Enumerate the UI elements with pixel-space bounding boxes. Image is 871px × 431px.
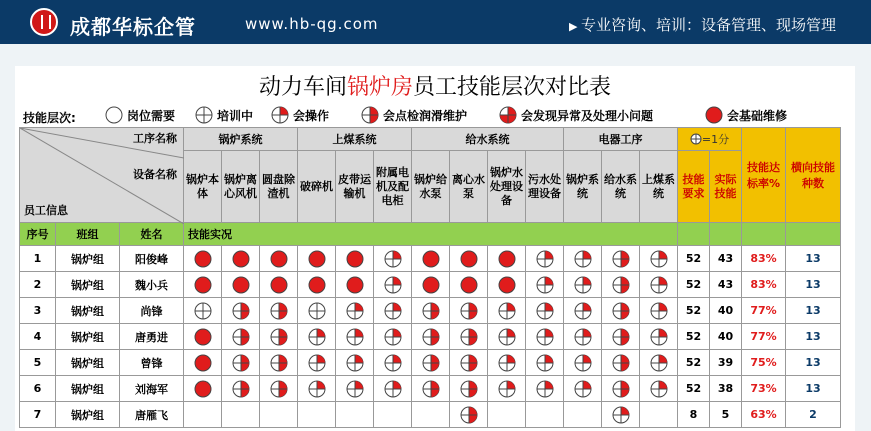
skill-level-2-icon xyxy=(498,302,516,320)
sheet-title xyxy=(15,70,855,101)
skill-legend xyxy=(23,106,843,128)
skill-cell xyxy=(374,246,412,272)
skill-cell xyxy=(488,298,526,324)
skill-cell xyxy=(260,376,298,402)
table-row xyxy=(20,246,841,272)
skill-level-2-icon xyxy=(574,276,592,294)
skill-cell xyxy=(564,298,602,324)
skill-cell xyxy=(526,324,564,350)
skill-level-3-icon xyxy=(422,354,440,372)
skill-level-2-icon xyxy=(574,250,592,268)
row-number: 2 xyxy=(20,272,56,298)
actual-score: 5 xyxy=(710,402,742,428)
site-url[interactable]: www.hb-qg.com xyxy=(245,15,379,33)
skill-cell xyxy=(222,350,260,376)
required-score: 52 xyxy=(678,324,710,350)
required-score: 8 xyxy=(678,402,710,428)
skill-level-3-icon xyxy=(612,354,630,372)
brand-logo-icon[interactable] xyxy=(30,8,58,36)
skill-cell xyxy=(260,272,298,298)
skill-type-count: 13 xyxy=(786,376,841,402)
column-header: 班组 xyxy=(56,223,120,246)
equipment-header: 附属电机及配电柜 xyxy=(374,151,412,223)
skill-level-2-icon xyxy=(384,380,402,398)
skill-level-3-icon xyxy=(460,380,478,398)
skill-cell xyxy=(640,246,678,272)
skill-cell xyxy=(450,402,488,428)
pass-rate: 77% xyxy=(742,324,786,350)
skill-level-3-icon xyxy=(460,328,478,346)
legend-label: 技能层次: xyxy=(23,111,76,125)
skill-level-3-icon xyxy=(270,302,288,320)
skill-cell xyxy=(526,376,564,402)
team-cell: 锅炉组 xyxy=(56,272,120,298)
skill-level-2-icon xyxy=(574,302,592,320)
table-row xyxy=(20,350,841,376)
skill-level-1-icon xyxy=(195,106,213,124)
skill-level-5-icon xyxy=(194,354,212,372)
column-header: 序号 xyxy=(20,223,56,246)
skill-cell xyxy=(450,350,488,376)
summary-spacer xyxy=(786,223,841,246)
skill-cell xyxy=(640,298,678,324)
required-score: 52 xyxy=(678,350,710,376)
skill-cell xyxy=(564,402,602,428)
legend-text: 培训中 xyxy=(217,108,254,123)
summary-header: 技能达标率% xyxy=(742,128,786,223)
skill-cell xyxy=(336,324,374,350)
row-number: 7 xyxy=(20,402,56,428)
skill-cell xyxy=(412,246,450,272)
name-cell: 阳俊峰 xyxy=(120,246,184,272)
equipment-header: 离心水泵 xyxy=(450,151,488,223)
skill-cell xyxy=(412,376,450,402)
skill-level-2-icon xyxy=(650,302,668,320)
skill-type-count: 13 xyxy=(786,272,841,298)
skill-cell xyxy=(488,376,526,402)
actual-score: 43 xyxy=(710,246,742,272)
skill-cell xyxy=(640,402,678,428)
skill-cell xyxy=(564,376,602,402)
group-header: 锅炉系统 xyxy=(184,128,298,151)
column-header: 姓名 xyxy=(120,223,184,246)
skill-level-2-icon xyxy=(650,250,668,268)
skill-level-2-icon xyxy=(384,302,402,320)
team-cell: 锅炉组 xyxy=(56,402,120,428)
skill-level-3-icon xyxy=(460,406,478,424)
skill-type-count: 13 xyxy=(786,350,841,376)
equipment-header: 锅炉给水泵 xyxy=(412,151,450,223)
skill-level-1-icon xyxy=(308,302,326,320)
skill-cell xyxy=(298,376,336,402)
skill-cell xyxy=(260,324,298,350)
skill-level-5-icon xyxy=(460,276,478,294)
skill-level-3-icon xyxy=(232,328,250,346)
skill-level-3-icon xyxy=(232,302,250,320)
row-number: 5 xyxy=(20,350,56,376)
skill-cell xyxy=(602,376,640,402)
skill-level-5-icon xyxy=(498,276,516,294)
skill-cell xyxy=(450,246,488,272)
skill-cell xyxy=(640,324,678,350)
equipment-header: 破碎机 xyxy=(298,151,336,223)
skill-cell xyxy=(602,324,640,350)
brand-name[interactable]: 成都华标企管 xyxy=(70,15,196,39)
skill-level-2-icon xyxy=(536,250,554,268)
legend-item xyxy=(361,106,467,124)
skill-level-2-icon xyxy=(498,328,516,346)
team-cell: 锅炉组 xyxy=(56,298,120,324)
summary-spacer xyxy=(710,223,742,246)
service-tagline[interactable]: ▶ 专业咨询、培训：设备管理、现场管理 xyxy=(569,14,836,35)
skill-cell xyxy=(412,324,450,350)
skill-level-5-icon xyxy=(194,380,212,398)
skill-cell xyxy=(336,402,374,428)
skill-level-3-icon xyxy=(612,302,630,320)
required-score: 52 xyxy=(678,246,710,272)
skill-cell xyxy=(222,272,260,298)
skill-cell xyxy=(602,272,640,298)
skill-cell xyxy=(526,402,564,428)
required-score: 52 xyxy=(678,376,710,402)
actual-score: 38 xyxy=(710,376,742,402)
equipment-header: 圆盘除渣机 xyxy=(260,151,298,223)
equipment-header: 污水处理设备 xyxy=(526,151,564,223)
skill-table xyxy=(19,127,841,428)
skill-cell xyxy=(260,298,298,324)
skill-level-2-icon xyxy=(650,328,668,346)
legend-text: 会点检润滑维护 xyxy=(383,108,468,123)
skill-level-5-icon xyxy=(232,276,250,294)
skill-cell xyxy=(526,298,564,324)
skill-level-5-icon xyxy=(308,276,326,294)
skill-cell xyxy=(222,246,260,272)
skill-level-5-icon xyxy=(270,276,288,294)
team-cell: 锅炉组 xyxy=(56,246,120,272)
skill-sheet xyxy=(15,66,855,431)
skill-cell xyxy=(640,376,678,402)
skill-level-3-icon xyxy=(612,380,630,398)
legend-item xyxy=(271,106,329,124)
equipment-header: 皮带运输机 xyxy=(336,151,374,223)
skill-cell xyxy=(412,272,450,298)
skill-cell xyxy=(374,324,412,350)
pass-rate: 63% xyxy=(742,402,786,428)
skill-cell xyxy=(564,324,602,350)
skill-cell xyxy=(222,376,260,402)
summary-header: 技能要求 xyxy=(678,151,710,223)
score-unit-text: =1分 xyxy=(701,133,730,146)
table-row xyxy=(20,298,841,324)
equipment-header: 锅炉水处理设备 xyxy=(488,151,526,223)
skill-level-1-icon xyxy=(194,302,212,320)
actual-score: 43 xyxy=(710,272,742,298)
skill-level-2-icon xyxy=(308,328,326,346)
skill-level-2-icon xyxy=(384,250,402,268)
skill-level-3-icon xyxy=(460,302,478,320)
equipment-header: 锅炉本体 xyxy=(184,151,222,223)
pass-rate: 73% xyxy=(742,376,786,402)
skill-level-5-icon xyxy=(308,250,326,268)
table-row xyxy=(20,272,841,298)
skill-cell xyxy=(488,246,526,272)
skill-cell xyxy=(526,350,564,376)
legend-item xyxy=(105,106,175,124)
skill-cell xyxy=(488,350,526,376)
skill-level-5-icon xyxy=(194,250,212,268)
skill-cell xyxy=(184,324,222,350)
skill-level-2-icon xyxy=(536,302,554,320)
actual-score: 40 xyxy=(710,324,742,350)
skill-level-2-icon xyxy=(650,276,668,294)
skill-cell xyxy=(222,298,260,324)
skill-level-2-icon xyxy=(308,354,326,372)
skill-cell xyxy=(564,272,602,298)
site-header xyxy=(0,0,871,44)
skill-level-2-icon xyxy=(536,354,554,372)
skill-level-5-icon xyxy=(498,250,516,268)
skill-level-2-icon xyxy=(308,380,326,398)
skill-level-3-icon xyxy=(612,250,630,268)
summary-header: 横向技能种数 xyxy=(786,128,841,223)
skill-cell xyxy=(450,298,488,324)
skill-cell xyxy=(412,298,450,324)
skill-level-3-icon xyxy=(232,354,250,372)
table-row xyxy=(20,402,841,428)
skill-cell xyxy=(374,376,412,402)
skill-cell xyxy=(184,298,222,324)
summary-header: 实际技能 xyxy=(710,151,742,223)
skill-level-3-icon xyxy=(460,354,478,372)
skill-level-2-icon xyxy=(574,328,592,346)
skill-cell xyxy=(336,298,374,324)
skill-type-count: 13 xyxy=(786,246,841,272)
skill-cell xyxy=(184,272,222,298)
row-number: 3 xyxy=(20,298,56,324)
team-cell: 锅炉组 xyxy=(56,350,120,376)
skill-level-3-icon xyxy=(270,380,288,398)
skill-level-2-icon xyxy=(536,328,554,346)
skill-level-2-icon xyxy=(346,302,364,320)
score-unit-icon xyxy=(690,133,702,145)
equipment-header: 上煤系统 xyxy=(640,151,678,223)
title-part-2: 锅炉房 xyxy=(346,75,413,100)
skill-level-3-icon xyxy=(422,380,440,398)
skill-cell xyxy=(488,402,526,428)
skill-level-3-icon xyxy=(612,276,630,294)
table-row xyxy=(20,376,841,402)
skill-cell xyxy=(602,246,640,272)
skill-level-5-icon xyxy=(705,106,723,124)
skill-cell xyxy=(374,350,412,376)
team-cell: 锅炉组 xyxy=(56,324,120,350)
group-header: 给水系统 xyxy=(412,128,564,151)
name-cell: 曾锋 xyxy=(120,350,184,376)
skill-cell xyxy=(298,402,336,428)
skill-type-count: 13 xyxy=(786,298,841,324)
equipment-header: 锅炉系统 xyxy=(564,151,602,223)
title-part-3: 员工技能层次对比表 xyxy=(413,75,612,100)
skill-cell xyxy=(298,298,336,324)
name-cell: 魏小兵 xyxy=(120,272,184,298)
equipment-header: 给水系统 xyxy=(602,151,640,223)
skill-level-2-icon xyxy=(650,354,668,372)
summary-spacer xyxy=(678,223,710,246)
skill-cell xyxy=(336,246,374,272)
skill-cell xyxy=(260,350,298,376)
skill-level-2-icon xyxy=(384,276,402,294)
title-part-1: 动力车间 xyxy=(258,75,347,100)
skill-cell xyxy=(412,402,450,428)
legend-text: 会发现异常及处理小问题 xyxy=(521,108,654,123)
skill-level-3-icon xyxy=(270,354,288,372)
skill-level-2-icon xyxy=(574,380,592,398)
skill-cell xyxy=(450,376,488,402)
skill-level-5-icon xyxy=(194,328,212,346)
skill-cell xyxy=(298,324,336,350)
skill-level-2-icon xyxy=(346,380,364,398)
skill-cell xyxy=(564,246,602,272)
skill-level-3-icon xyxy=(361,106,379,124)
corner-staff-label: 员工信息 xyxy=(24,204,68,217)
skill-cell xyxy=(450,272,488,298)
table-row xyxy=(20,324,841,350)
skill-level-3-icon xyxy=(612,328,630,346)
skill-cell xyxy=(564,350,602,376)
skill-cell xyxy=(336,350,374,376)
skill-cell xyxy=(602,350,640,376)
actual-score: 39 xyxy=(710,350,742,376)
corner-equipment-label: 设备名称 xyxy=(133,168,177,181)
skill-level-3-icon xyxy=(270,328,288,346)
skill-cell xyxy=(260,402,298,428)
skill-level-3-icon xyxy=(232,380,250,398)
skill-level-2-icon xyxy=(346,328,364,346)
legend-item xyxy=(705,106,787,124)
skill-status-label: 技能实况 xyxy=(184,223,678,246)
name-cell: 唐雁飞 xyxy=(120,402,184,428)
skill-level-5-icon xyxy=(422,276,440,294)
skill-cell xyxy=(450,324,488,350)
skill-level-2-icon xyxy=(346,354,364,372)
skill-cell xyxy=(374,272,412,298)
group-header: 上煤系统 xyxy=(298,128,412,151)
skill-cell xyxy=(488,272,526,298)
skill-level-2-icon xyxy=(536,380,554,398)
skill-cell xyxy=(260,246,298,272)
summary-spacer xyxy=(742,223,786,246)
required-score: 52 xyxy=(678,272,710,298)
skill-type-count: 2 xyxy=(786,402,841,428)
skill-type-count: 13 xyxy=(786,324,841,350)
row-number: 6 xyxy=(20,376,56,402)
skill-level-5-icon xyxy=(346,250,364,268)
skill-level-2-icon xyxy=(650,380,668,398)
pass-rate: 77% xyxy=(742,298,786,324)
legend-text: 会基础维修 xyxy=(727,108,788,123)
required-score: 52 xyxy=(678,298,710,324)
skill-cell xyxy=(374,402,412,428)
pass-rate: 83% xyxy=(742,272,786,298)
skill-cell xyxy=(336,376,374,402)
employee-rows xyxy=(20,246,841,428)
skill-level-0-icon xyxy=(105,106,123,124)
skill-level-2-icon xyxy=(612,406,630,424)
skill-cell xyxy=(184,350,222,376)
name-cell: 尚锋 xyxy=(120,298,184,324)
skill-cell xyxy=(412,350,450,376)
skill-cell xyxy=(298,246,336,272)
skill-level-2-icon xyxy=(574,354,592,372)
skill-level-2-icon xyxy=(536,276,554,294)
skill-cell xyxy=(336,272,374,298)
skill-cell xyxy=(640,350,678,376)
team-cell: 锅炉组 xyxy=(56,376,120,402)
skill-level-5-icon xyxy=(194,276,212,294)
skill-cell xyxy=(602,402,640,428)
corner-header xyxy=(20,128,184,223)
skill-cell xyxy=(526,272,564,298)
skill-cell xyxy=(374,298,412,324)
skill-level-5-icon xyxy=(270,250,288,268)
name-cell: 唐勇进 xyxy=(120,324,184,350)
skill-level-4-icon xyxy=(499,106,517,124)
pass-rate: 83% xyxy=(742,246,786,272)
pass-rate: 75% xyxy=(742,350,786,376)
skill-cell xyxy=(602,298,640,324)
skill-cell xyxy=(184,246,222,272)
group-header: 电器工序 xyxy=(564,128,678,151)
row-number: 4 xyxy=(20,324,56,350)
skill-cell xyxy=(640,272,678,298)
skill-cell xyxy=(298,350,336,376)
corner-process-label: 工序名称 xyxy=(133,132,177,145)
legend-text: 岗位需要 xyxy=(127,108,176,123)
skill-cell xyxy=(488,324,526,350)
score-legend xyxy=(678,128,742,151)
skill-cell xyxy=(184,376,222,402)
skill-level-2-icon xyxy=(271,106,289,124)
skill-cell xyxy=(298,272,336,298)
skill-level-2-icon xyxy=(384,354,402,372)
skill-level-5-icon xyxy=(232,250,250,268)
legend-item xyxy=(195,106,253,124)
skill-level-2-icon xyxy=(384,328,402,346)
skill-level-3-icon xyxy=(422,328,440,346)
name-cell: 刘海军 xyxy=(120,376,184,402)
skill-level-2-icon xyxy=(498,354,516,372)
actual-score: 40 xyxy=(710,298,742,324)
skill-cell xyxy=(222,324,260,350)
legend-text: 会操作 xyxy=(293,108,330,123)
skill-level-5-icon xyxy=(460,250,478,268)
legend-item xyxy=(499,106,653,124)
skill-cell xyxy=(184,402,222,428)
equipment-header: 锅炉离心风机 xyxy=(222,151,260,223)
skill-cell xyxy=(222,402,260,428)
skill-level-5-icon xyxy=(346,276,364,294)
skill-level-2-icon xyxy=(498,380,516,398)
row-number: 1 xyxy=(20,246,56,272)
skill-cell xyxy=(526,246,564,272)
skill-level-3-icon xyxy=(422,302,440,320)
skill-level-5-icon xyxy=(422,250,440,268)
